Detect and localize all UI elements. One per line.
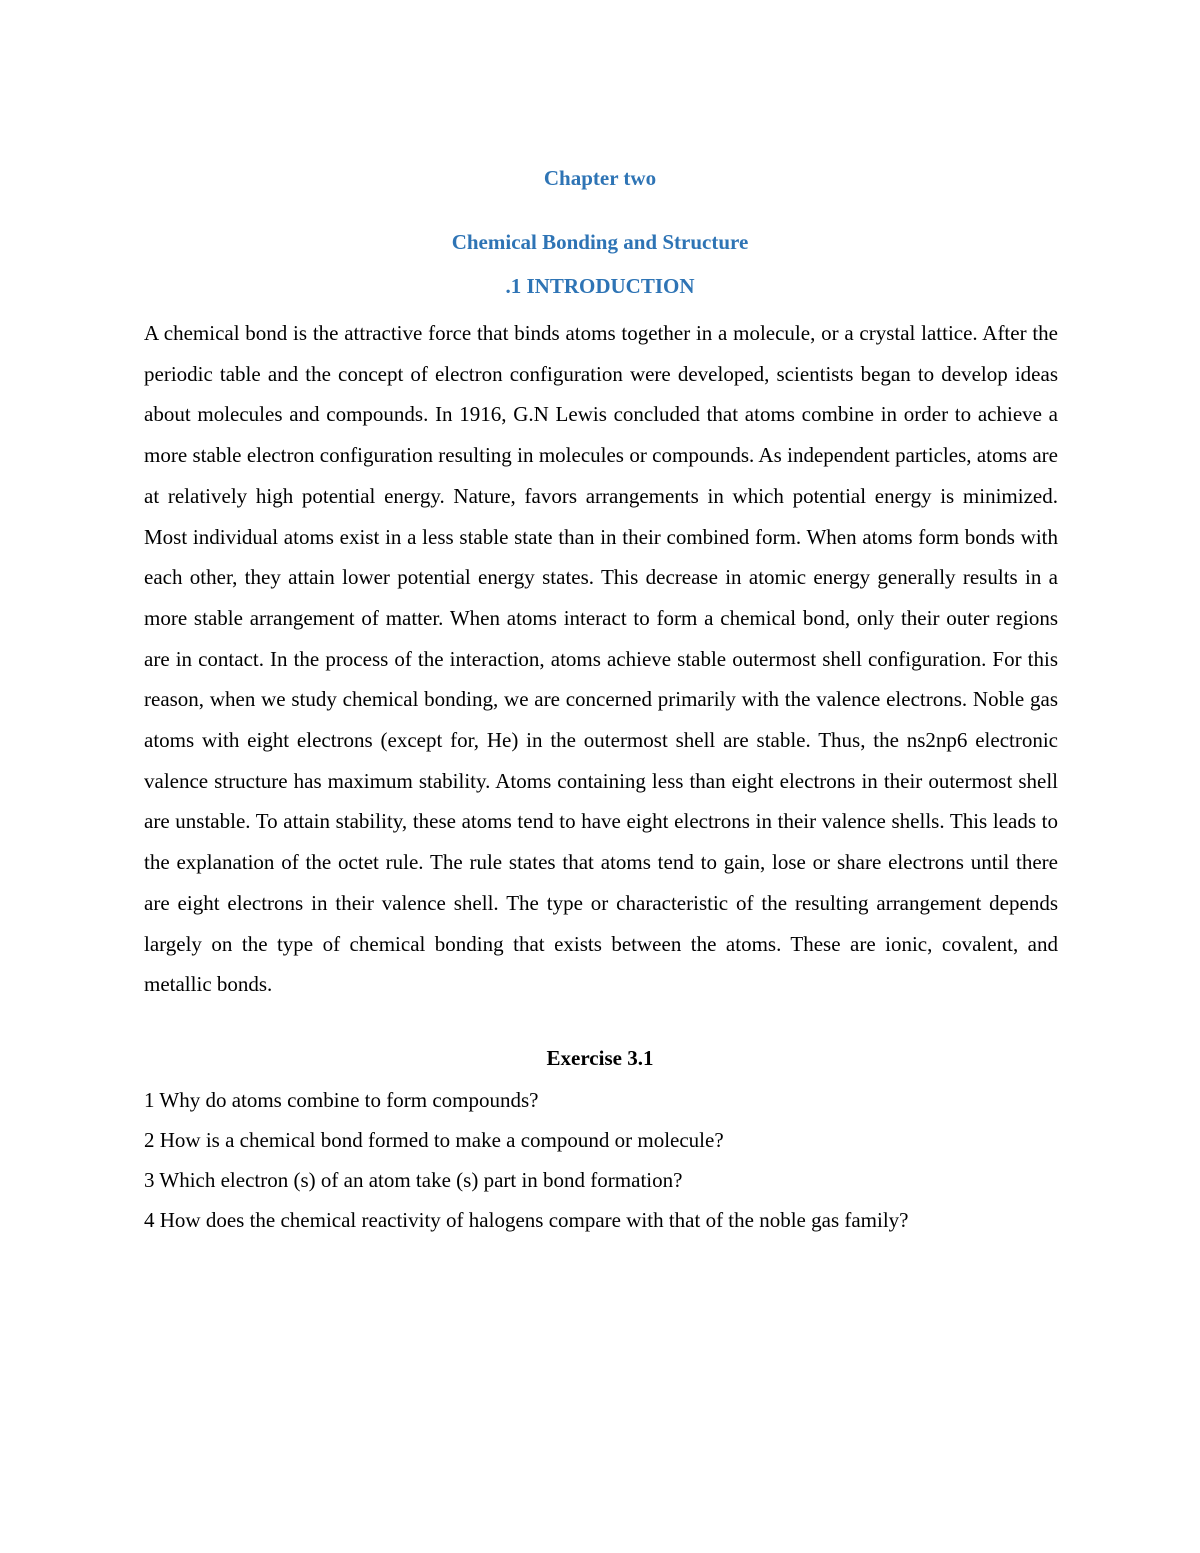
subsection-title: .1 INTRODUCTION (505, 274, 695, 298)
exercise-question-list (144, 1082, 1058, 1242)
exercise-question: 4 How does the chemical reactivity of halogens compare with that of the noble gas family? (144, 1208, 909, 1232)
exercise-question: 3 Which electron (s) of an atom take (s) part in bond formation? (144, 1168, 683, 1192)
section-title: Chemical Bonding and Structure (451, 230, 749, 254)
exercise-question: 1 Why do atoms combine to form compounds? (144, 1088, 539, 1112)
chapter-title: Chapter two (543, 166, 657, 190)
exercise-question: 2 How is a chemical bond formed to make a compound or molecule? (144, 1128, 724, 1152)
intro-paragraph: A chemical bond is the attractive force that binds atoms together in a molecule, or a crystal lattice. After the periodic table and the concept of electron configuration were developed, scientists began to develop ideas about molecules and compounds. In 1916, G.N Lewis concluded that atoms combine in order to achieve a more stable electron configuration resulting in molecules or compounds. As independent particles, atoms are at relatively high potential energy. Nature, favors arrangements in which potential energy is minimized. Most individual atoms exist in a less stable state than in their combined form. When atoms form bonds with each other, they attain lower potential energy states. This decrease in atomic energy generally results in a more stable arrangement of matter. When atoms interact to form a chemical bond, only their outer regions are in contact. In the process of the interaction, atoms achieve stable outermost shell configuration. For this reason, when we study chemical bonding, we are concerned primarily with the valence electrons. Noble gas atoms with eight electrons (except for, He) in the outermost shell are stable. Thus, the ns2np6 electronic valence structure has maximum stability. Atoms containing less than eight electrons in their outermost shell are unstable. To attain stability, these atoms tend to have eight electrons in their valence shells. This leads to the explanation of the octet rule. The rule states that atoms tend to gain, lose or share electrons until there are eight electrons in their valence shell. The type or characteristic of the resulting arrangement depends largely on the type of chemical bonding that exists between the atoms. These are ionic, covalent, and metallic bonds. (144, 321, 1058, 997)
exercise-title: Exercise 3.1 (546, 1046, 654, 1070)
